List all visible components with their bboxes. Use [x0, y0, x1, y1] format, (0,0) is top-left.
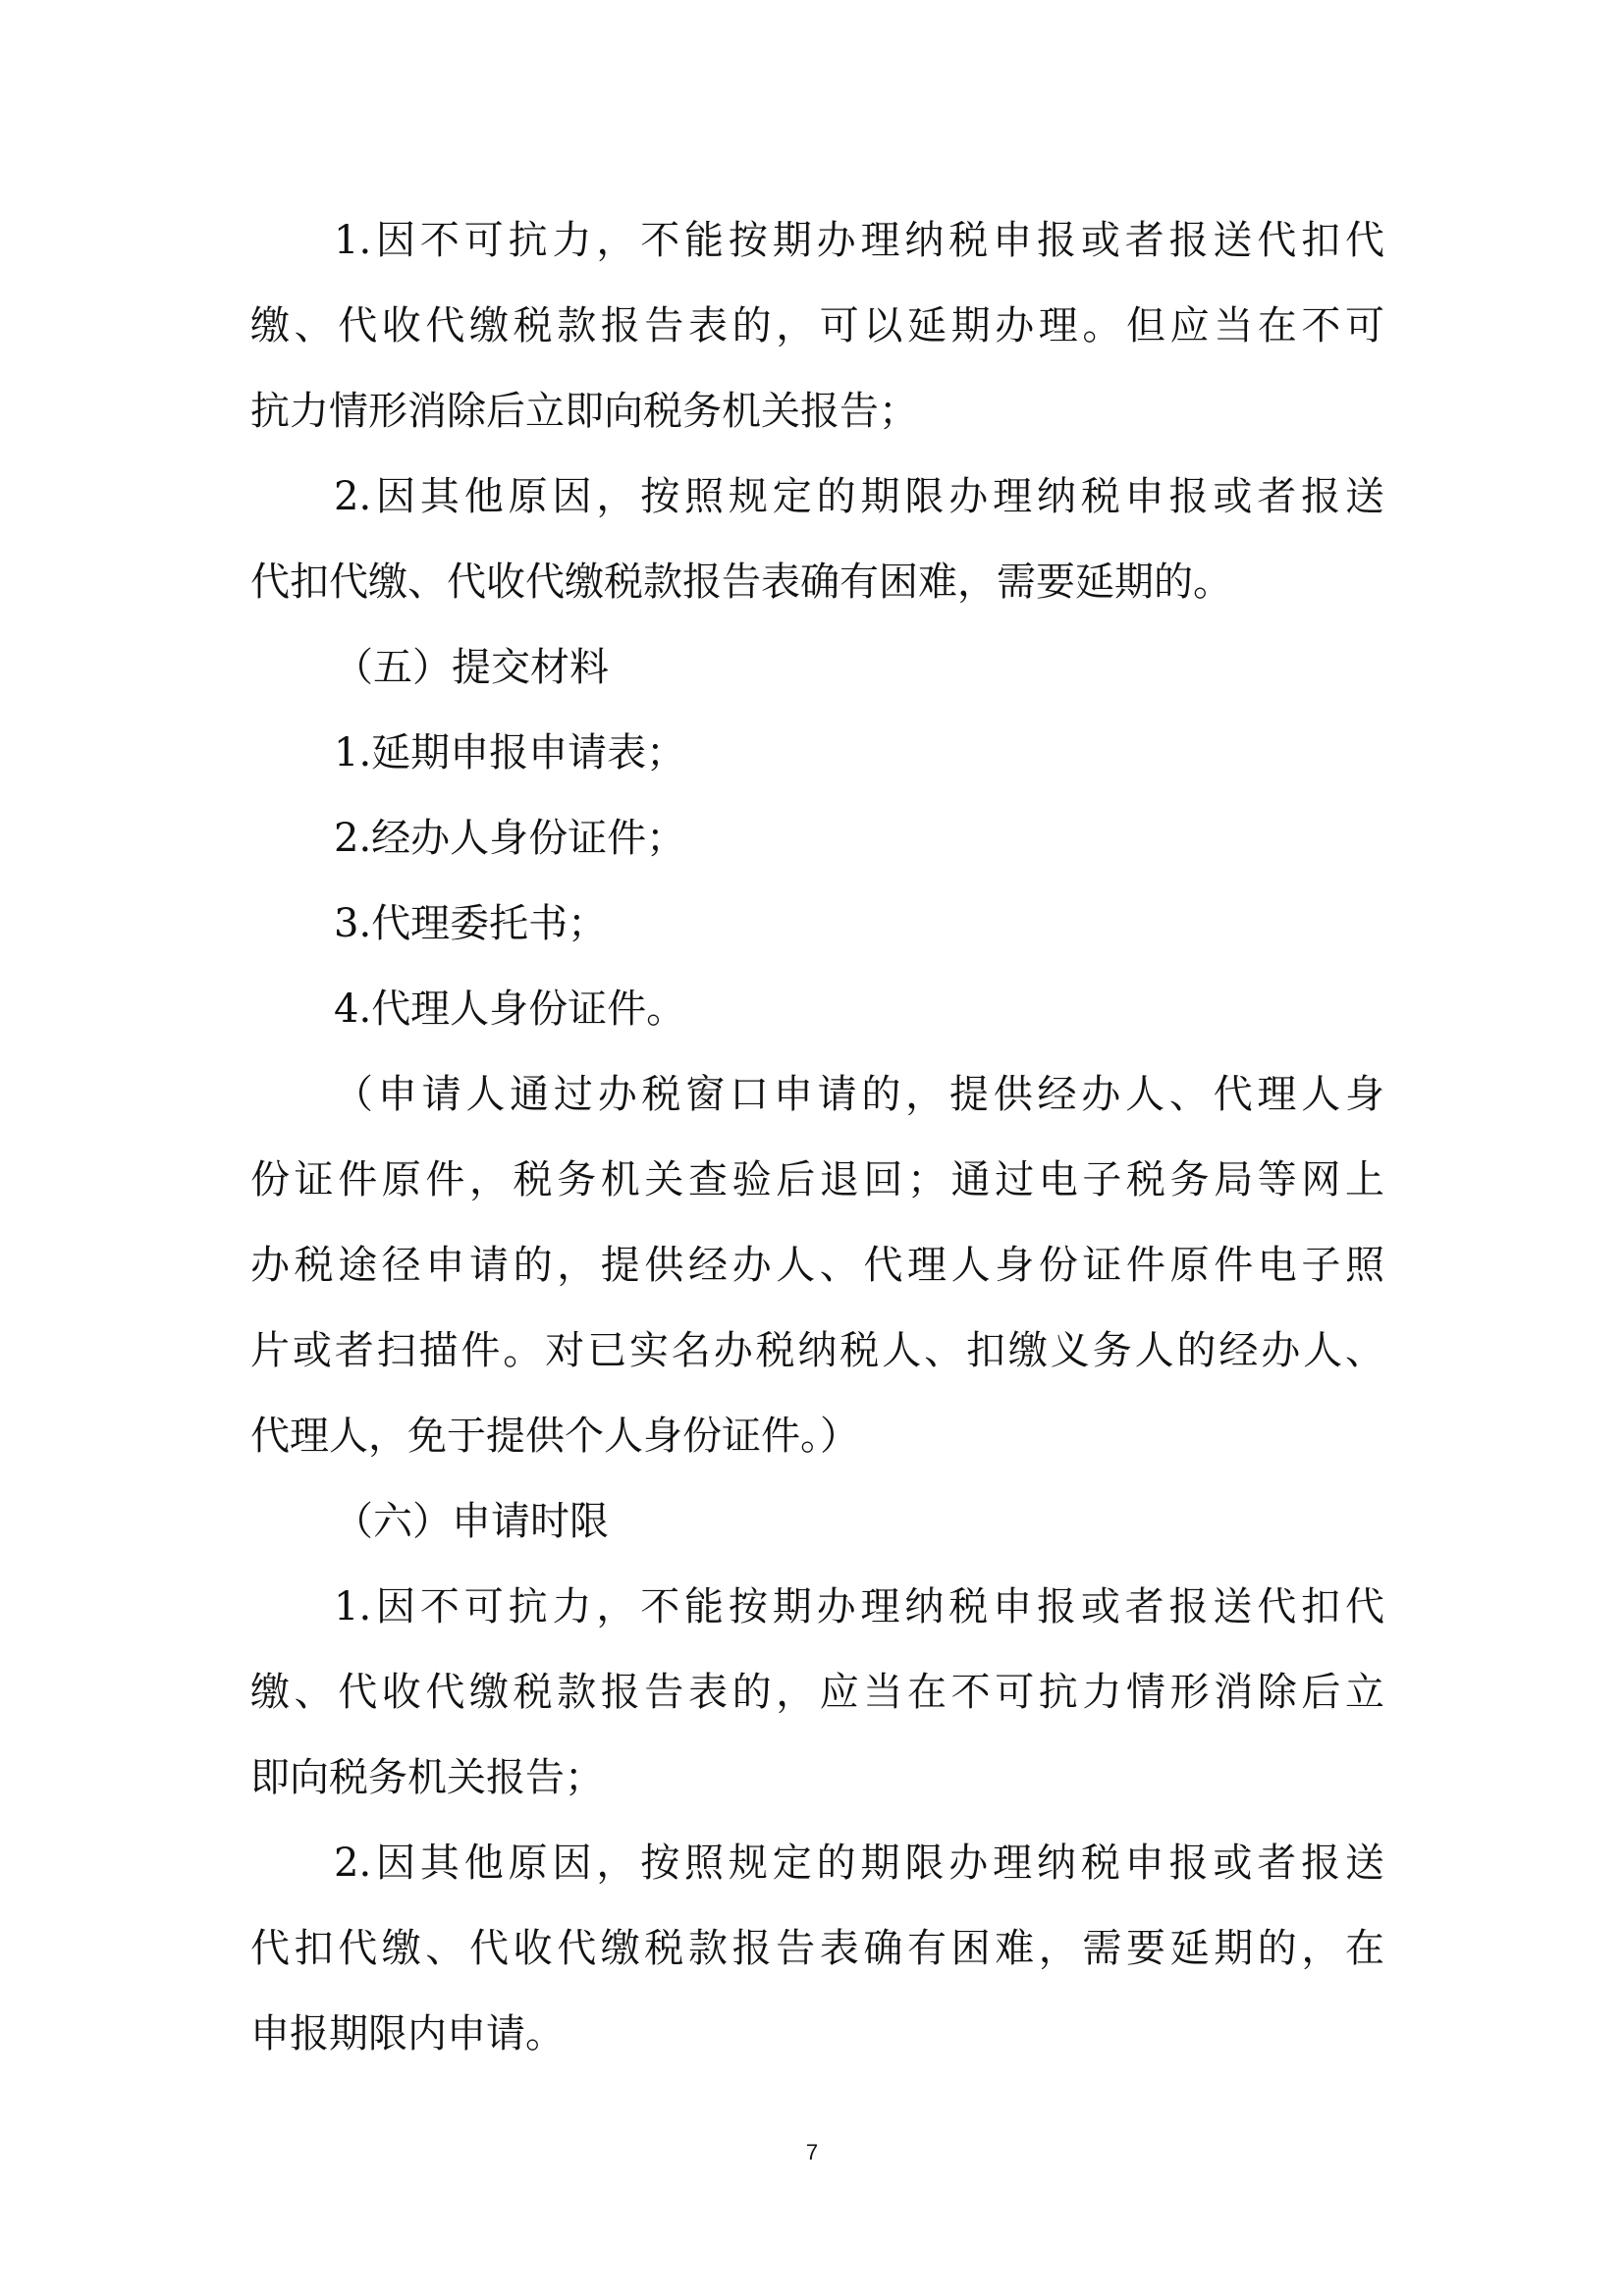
list-item: 1.延期申报申请表； [334, 730, 686, 775]
paragraph-line: 代扣代缴、代收代缴税款报告表确有困难，需要延期的，在 [250, 1926, 1384, 1971]
paragraph-line: 1.因不可抗力，不能按期办理纳税申报或者报送代扣代 [334, 1584, 1384, 1629]
paragraph-line: 代理人，免于提供个人身份证件。） [250, 1414, 859, 1459]
paragraph-line: 即向税务机关报告； [250, 1755, 604, 1800]
list-item: 3.代理委托书； [334, 901, 608, 946]
paragraph-line: 办税途径申请的，提供经办人、代理人身份证件原件电子照 [250, 1243, 1384, 1288]
paragraph-line: 2.因其他原因，按照规定的期限办理纳税申报或者报送 [334, 474, 1384, 519]
paragraph-line: 1.因不可抗力，不能按期办理纳税申报或者报送代扣代 [334, 218, 1384, 263]
paragraph-line: 2.因其他原因，按照规定的期限办理纳税申报或者报送 [334, 1841, 1384, 1886]
section-heading: （六）申请时限 [334, 1499, 609, 1544]
list-item: 2.经办人身份证件； [334, 816, 686, 861]
paragraph-line: 缴、代收代缴税款报告表的，应当在不可抗力情形消除后立 [250, 1670, 1384, 1715]
paragraph-line: 片或者扫描件。对已实名办税纳税人、扣缴义务人的经办人、 [250, 1328, 1384, 1373]
paragraph-line: 代扣代缴、代收代缴税款报告表确有困难，需要延期的。 [250, 560, 1232, 605]
paragraph-line: 抗力情形消除后立即向税务机关报告； [250, 389, 918, 434]
section-heading: （五）提交材料 [334, 645, 609, 690]
paragraph-line: 申报期限内申请。 [250, 2011, 565, 2056]
paragraph-line: 份证件原件，税务机关查验后退回；通过电子税务局等网上 [250, 1157, 1384, 1202]
paragraph-line: 缴、代收代缴税款报告表的，可以延期办理。但应当在不可 [250, 303, 1384, 348]
paragraph-line: （申请人通过办税窗口申请的，提供经办人、代理人身 [334, 1072, 1384, 1117]
list-item: 4.代理人身份证件。 [334, 987, 686, 1032]
page-number: 7 [805, 2140, 819, 2164]
